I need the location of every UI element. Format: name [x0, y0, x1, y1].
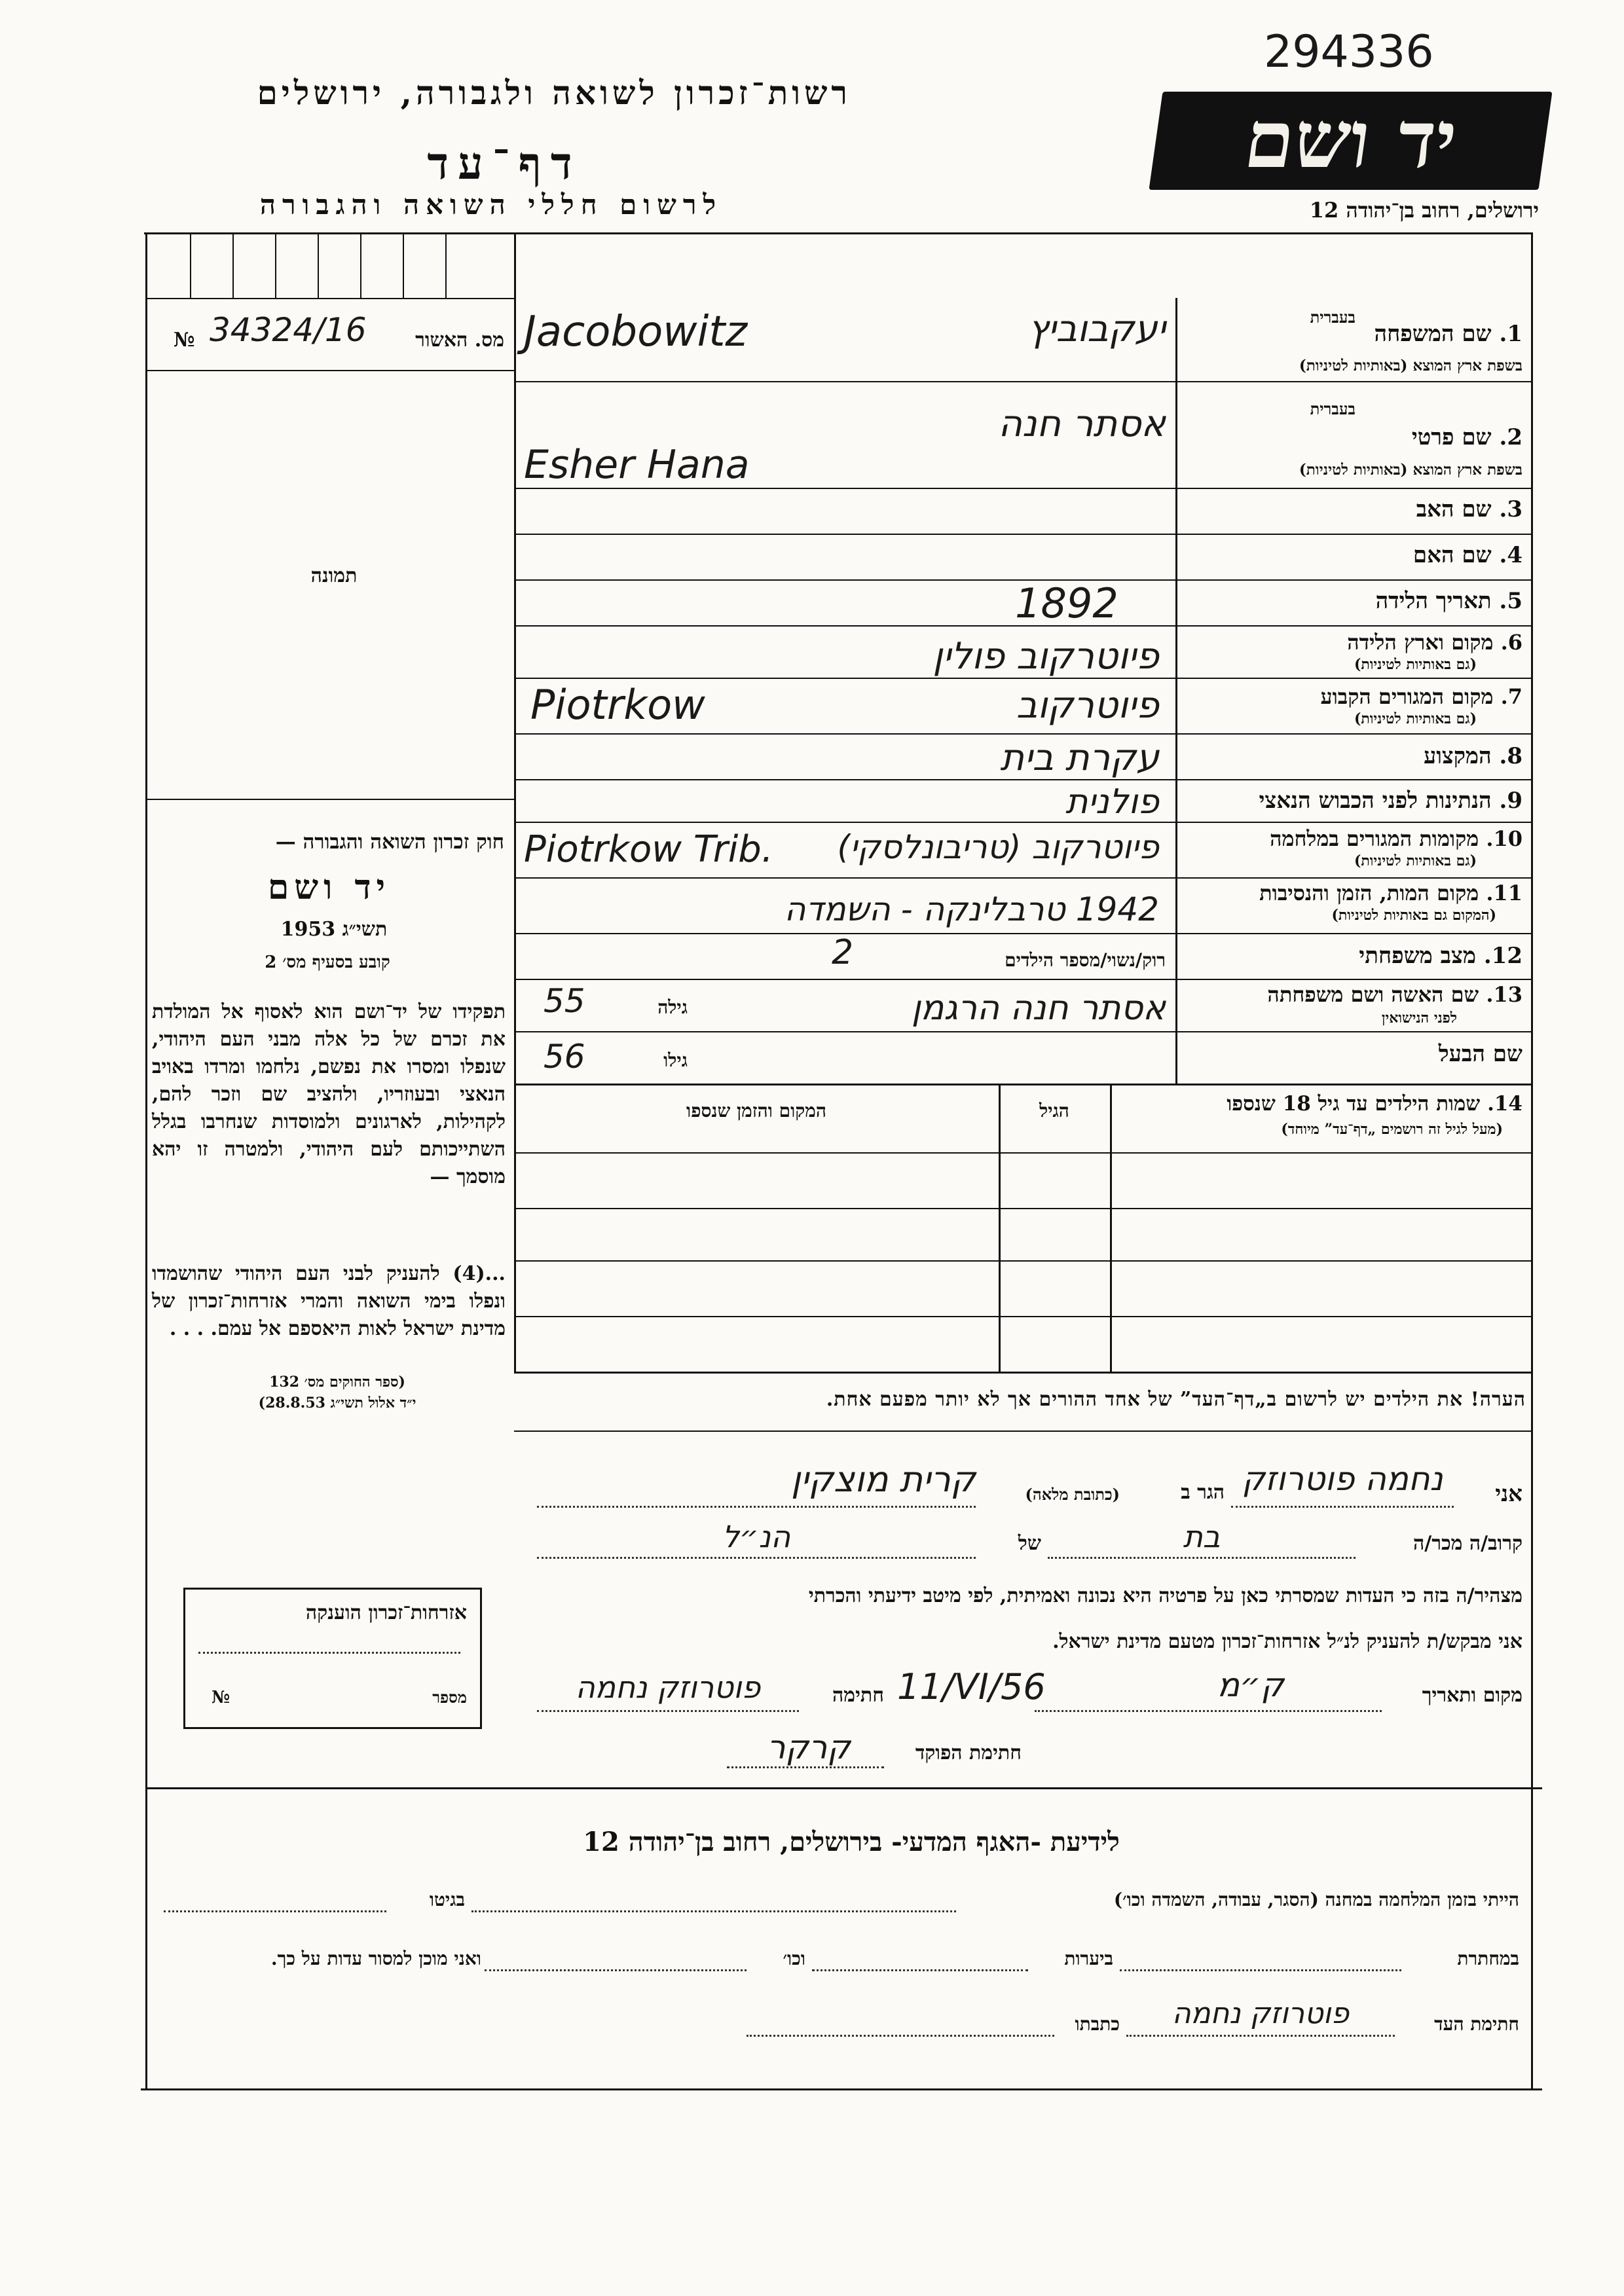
field-1-value-latin: Jacobowitz: [524, 308, 748, 356]
photo-area-bottom: [145, 799, 515, 800]
address-line: ירושלים, רחוב בן־יהודה 12: [1309, 198, 1539, 223]
memorial-citizenship-box: [183, 1588, 482, 1729]
field-9-number: 9.: [1499, 788, 1522, 814]
frame-divider-bottom: [147, 1787, 1542, 1789]
witness-signature: פוטרוזק נחמה: [1172, 1997, 1350, 2030]
children-col-age: הגיל: [1039, 1100, 1069, 1121]
field-7-text: מקום המגורים הקבוע: [1320, 684, 1494, 709]
row-line: [514, 933, 1532, 934]
place-date-line: [1035, 1710, 1382, 1712]
resident-sub: (כתובת מלאה): [1025, 1485, 1120, 1504]
approval-number: 34324/16: [210, 311, 367, 349]
bottom-underground-label: במחתרת: [1457, 1948, 1519, 1969]
field-3-label: [1185, 496, 1522, 522]
witness-signature-line: [1126, 2035, 1395, 2037]
citizenship-box-title: אזרחות־זכרון הוענקה: [305, 1601, 467, 1624]
field-10-value-latin: Piotrkow Trib.: [524, 828, 773, 871]
witness-address-line: [747, 2035, 1054, 2037]
field-3-text: שם האב: [1416, 496, 1492, 522]
bottom-forests-label: ביערות: [1064, 1948, 1113, 1969]
field-8-number: 8.: [1499, 743, 1522, 769]
approval-row-bottom: [145, 370, 515, 371]
bottom-section-title: לידיעת -האגף המדעי- בירושלים, רחוב בן־יהודה 12: [583, 1827, 1120, 1857]
field-5-label: [1185, 588, 1522, 614]
top-box-divider: [232, 232, 234, 298]
field-2-number: 2.: [1499, 424, 1522, 450]
row-line: [514, 1031, 1532, 1032]
children-col-divider: [1110, 1084, 1112, 1372]
frame-top: [144, 232, 1532, 234]
signature-label: חתימה: [832, 1684, 884, 1707]
field-13-value: אסתר חנה הרגמן: [911, 989, 1166, 1028]
signature-value: פוטרוזק נחמה: [575, 1669, 761, 1705]
field-6-label: [1185, 630, 1522, 655]
row-line: [514, 779, 1532, 780]
row-line: [514, 1084, 1532, 1085]
field-3-number: 3.: [1499, 496, 1522, 522]
field-6-number: 6.: [1500, 630, 1522, 655]
place-date-label: מקום ותאריך: [1422, 1684, 1522, 1707]
field-10-value-hebrew: פיוטרקוב (טריבונלסקי): [837, 828, 1159, 866]
relative-line: [1048, 1557, 1356, 1559]
row-line: [514, 733, 1532, 735]
field-9-label: [1185, 788, 1522, 814]
row-line: [514, 381, 1532, 382]
field-14-sub: (מעל לגיל זה רושמים „דף־עד” מיוחד): [1281, 1121, 1503, 1138]
top-box-divider: [403, 232, 404, 298]
witness-signature-label: חתימת העד: [1434, 2013, 1519, 2035]
witness-address-label: כתבתו: [1075, 2013, 1120, 2035]
field-9-value: פולנית: [1065, 782, 1159, 822]
officer-line: [727, 1766, 884, 1768]
row-line: [514, 979, 1532, 980]
field-2-text: שם פרטי: [1411, 424, 1492, 450]
law-clause: קובע בסעיף מס׳ 2: [265, 953, 390, 972]
top-box-divider: [318, 232, 319, 298]
label-column-divider: [1175, 298, 1177, 1084]
field-7-label: [1185, 684, 1522, 709]
field-13-sub: לפני הנישואין: [1381, 1010, 1457, 1027]
signature-line: [537, 1710, 799, 1712]
law-year-number: 1953: [280, 918, 336, 941]
top-box-divider: [190, 232, 191, 298]
field-4-text: שם האם: [1412, 542, 1492, 568]
field-8-label: [1185, 743, 1522, 769]
left-column-divider: [514, 232, 516, 1372]
of-line: [537, 1557, 976, 1559]
field-11-text: מקום המות, הזמן והנסיבות: [1259, 881, 1479, 905]
field-8-text: המקצוע: [1423, 743, 1492, 769]
field-2-hebrew-tag: בעברית: [1310, 399, 1356, 418]
field-1-sub: בשפת ארץ המוצא (באותיות לטיניות): [1299, 357, 1522, 374]
field-7-value-latin: Piotrkow: [530, 681, 705, 729]
note-bottom-line: [514, 1430, 1532, 1432]
law-name: יד ושם: [267, 867, 391, 907]
logo-text: יד ושם: [1239, 94, 1463, 186]
husband-age-label: גילו: [663, 1049, 688, 1071]
field-12-value: 2: [832, 933, 854, 972]
field-5-value: 1892: [1015, 579, 1118, 627]
field-12-text: מצב משפחתי: [1359, 943, 1476, 969]
top-box-divider: [360, 232, 361, 298]
field-7-number: 7.: [1500, 684, 1522, 709]
relative-value: בת: [1183, 1519, 1221, 1554]
declarant-label: אני: [1495, 1481, 1522, 1507]
children-table-bottom: [514, 1372, 1532, 1374]
form-subtitle: לרשום חללי השואה והגבורה: [259, 189, 723, 221]
field-10-number: 10.: [1486, 826, 1522, 851]
field-11-value: 1942 טרבלינקה - השמדה: [784, 890, 1159, 928]
field-13-text: שם האשה ושם משפחתה: [1267, 982, 1479, 1007]
field-11-sub: (המקום גם באותיות לטיניות): [1331, 907, 1496, 924]
field-1-number: 1.: [1499, 321, 1522, 347]
bottom-forests-line: [812, 1969, 1028, 1971]
bottom-etc-line: [485, 1969, 747, 1971]
field-12-number: 12.: [1483, 943, 1522, 969]
field-2-sub: בשפת ארץ המוצא (באותיות לטיניות): [1299, 461, 1522, 479]
field-13-age-label: גילה: [657, 996, 688, 1018]
approval-label: מס. האשור: [415, 329, 504, 352]
field-13-age: 55: [544, 982, 585, 1020]
field-10-label: [1185, 826, 1522, 851]
approval-no-sign: №: [174, 329, 195, 352]
law-reference-date: י״ד אלול תשי״ג 28.8.53): [258, 1394, 416, 1412]
relative-label: קרוב/ה מכר/ה: [1413, 1532, 1522, 1555]
children-col-divider: [999, 1084, 1001, 1372]
of-label: של: [1018, 1532, 1041, 1555]
law-paragraph-1: תפקידו של יד־ושם הוא לאסוף אל המולדת את זכרם של כל אלה מבני העם היהודי, שנפלו ומסרו את נפשם, נלחמו ומרדו באויב הנאצי ובעוזריו, ולהציב שם וזכר להם, לקהילות, לארגונים ולמוסדות שנחרבו בגלל השתייכותם לעם היהודי, ולמטרה זו יהא מוסמך —: [152, 1000, 506, 1188]
field-6-sub: (גם באותיות לטיניות): [1354, 656, 1477, 673]
officer-label: חתימת הפוקד: [915, 1741, 1022, 1764]
field-7-sub: (גם באותיות לטיניות): [1354, 710, 1477, 727]
children-row-line: [514, 1260, 1532, 1262]
field-13-number: 13.: [1486, 982, 1522, 1007]
field-9-text: הנתינות לפני הכבוש הנאצי: [1259, 788, 1492, 814]
row-line: [514, 822, 1532, 823]
declarant-name: נחמה פוטרוזק: [1242, 1460, 1443, 1498]
law-title: חוק זכרון השואה והגבורה —: [275, 830, 504, 854]
law-paragraph-2: ...(4) להעניק לבני העם היהודי שהושמדו ונפלו בימי השואה והמרי אזרחות־זכרון של מדינת ישראל לאות היאספם אל עמם. . . .: [152, 1262, 506, 1340]
field-4-number: 4.: [1499, 542, 1522, 568]
top-boxes-bottom: [145, 298, 515, 299]
field-14-text: שמות הילדים עד גיל 18 שנספו: [1227, 1092, 1481, 1116]
field-2-value-latin: Esher Hana: [524, 442, 750, 488]
bottom-camp-label: הייתי בזמן המלחמה במחנה (הסגר, עבודה, השמדה וכו׳): [1113, 1889, 1519, 1910]
field-11-number: 11.: [1486, 881, 1522, 905]
field-11-label: [1185, 881, 1522, 905]
field-14-label: [1116, 1092, 1522, 1116]
citizenship-box-number-sign: №: [212, 1688, 231, 1707]
institution-name: רשות־זכרון לשואה ולגבורה, ירושלים: [257, 73, 851, 112]
children-header-bottom: [514, 1152, 1532, 1154]
field-10-text: מקומות המגורים במלחמה: [1270, 826, 1479, 851]
of-value: הנ״ל: [722, 1519, 791, 1554]
bottom-ghetto-label: בגיטו: [429, 1889, 465, 1910]
row-line: [514, 534, 1532, 535]
law-reference: (ספר החוקים מס׳ 132: [269, 1374, 405, 1391]
field-13-label: [1185, 982, 1522, 1007]
field-2-label: [1185, 424, 1522, 450]
field-1-text: שם המשפחה: [1374, 321, 1492, 347]
bottom-testimony-text: ואני מוכן למסור עדות על כך.: [270, 1948, 481, 1969]
declaration-statement: מצהיר/ה בזה כי העדות שמסרתי כאן על פרטיה היא נכונה ואמיתית, לפי מיטב ידיעתי והכרתי: [808, 1584, 1522, 1607]
field-1-value-hebrew: יעקבוביץ: [1027, 308, 1166, 350]
law-year-hebrew: תשי״ג: [342, 918, 388, 941]
declarant-line: [1231, 1506, 1454, 1508]
children-note: הערה! את הילדים יש לרשום ב„דף־העד” של אחד ההורים אך לא יותר מפעם אחת.: [826, 1388, 1526, 1411]
field-1-hebrew-tag: בעברית: [1310, 308, 1356, 327]
citizenship-box-dotted-line: [198, 1652, 460, 1654]
frame-left: [145, 232, 147, 2088]
officer-signature: קרקר: [767, 1728, 851, 1766]
husband-label: שם הבעל: [1438, 1041, 1522, 1067]
field-8-value: עקרת בית: [1000, 737, 1159, 779]
law-year: [262, 918, 406, 941]
field-4-label: [1185, 542, 1522, 568]
form-title: דף־עד: [427, 137, 581, 190]
field-6-text: מקום וארץ הלידה: [1347, 630, 1494, 655]
field-10-sub: (גם באותיות לטיניות): [1354, 852, 1477, 869]
resident-line: [537, 1506, 976, 1508]
row-line: [514, 877, 1532, 879]
place-value: ק״מ: [1217, 1666, 1284, 1704]
bottom-underground-line: [1120, 1969, 1401, 1971]
citizenship-box-number-label: מספר: [432, 1688, 467, 1707]
field-2-value-hebrew: אסתר חנה: [998, 403, 1166, 445]
field-5-number: 5.: [1499, 588, 1522, 614]
yad-vashem-logo: [1149, 92, 1552, 190]
bottom-etc-label: וכו׳: [783, 1948, 805, 1969]
bottom-ghetto-line: [164, 1910, 386, 1912]
bottom-camp-line: [471, 1910, 956, 1912]
children-row-line: [514, 1316, 1532, 1317]
photo-label: תמונה: [310, 564, 358, 587]
husband-age: 56: [544, 1038, 585, 1076]
row-line: [514, 488, 1532, 489]
children-col-place-time: המקום והזמן שנספו: [686, 1100, 826, 1121]
field-5-text: תאריך הלידה: [1375, 588, 1492, 614]
declaration-request: אני מבקש/ת להעניק לנ״ל אזרחות־זכרון מטעם מדינת ישראל.: [1052, 1630, 1522, 1653]
field-12-options: רוק/נשוי/מספר הילדים: [1005, 949, 1166, 971]
top-box-divider: [275, 232, 276, 298]
archive-serial-number: 294336: [1264, 26, 1434, 78]
date-value: 11/VI/56: [897, 1666, 1046, 1707]
field-14-number: 14.: [1487, 1092, 1522, 1116]
row-line: [514, 678, 1532, 679]
frame-right: [1531, 232, 1533, 2088]
top-box-divider: [445, 232, 447, 298]
field-7-value-hebrew: פיוטרקוב: [1016, 684, 1159, 727]
resident-value: קרית מוצקין: [790, 1459, 976, 1500]
children-row-line: [514, 1208, 1532, 1209]
resident-label: הגר ב: [1181, 1481, 1225, 1504]
field-6-value: פיוטרקוב פולין: [932, 635, 1159, 678]
field-12-label: [1185, 943, 1522, 969]
frame-bottom: [141, 2088, 1542, 2090]
